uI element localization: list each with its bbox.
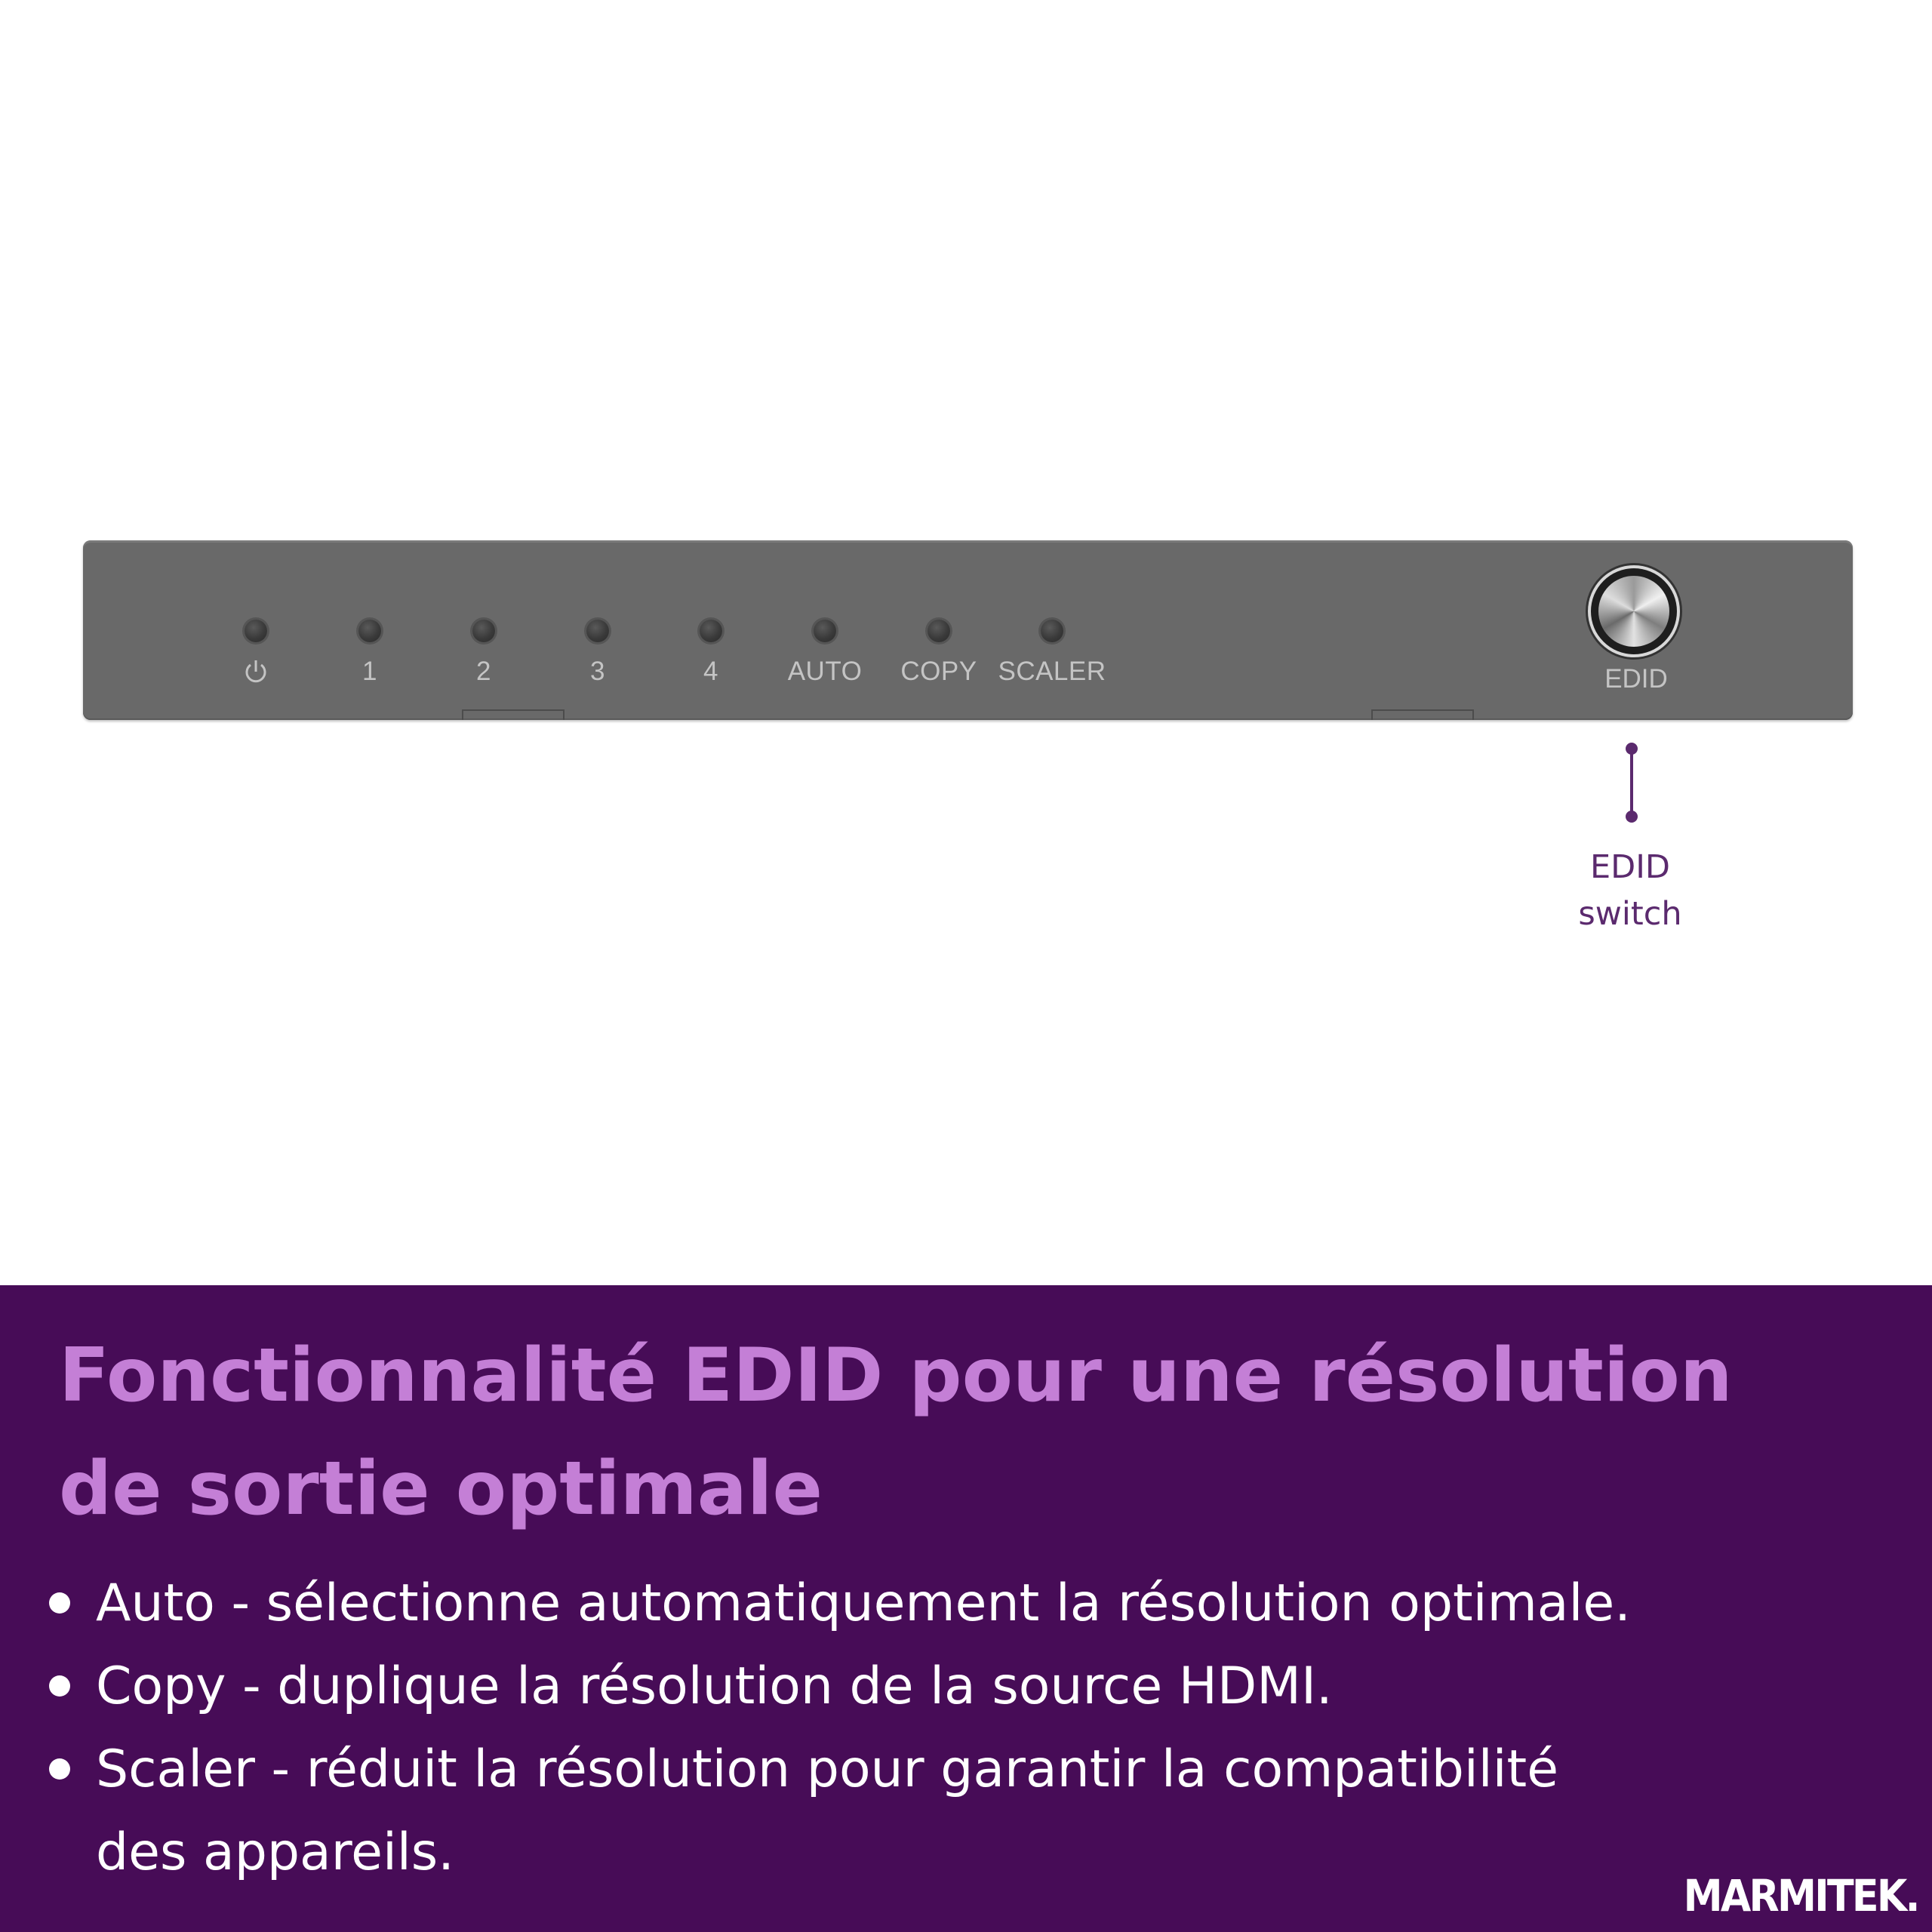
power-led [245,620,267,642]
list-item [47,1562,1918,1645]
auto-label: AUTO [787,657,863,686]
input-3-led [586,620,609,642]
callout-line [1630,749,1633,817]
edid-switch-callout [1578,844,1681,937]
scaler-led [1041,620,1063,642]
input-3-label: 3 [590,657,605,686]
headline [59,1319,1885,1546]
headline-line1: Fonctionnalité EDID pour une résolution [59,1333,1733,1419]
auto-led [814,620,836,642]
input-4-led [700,620,722,642]
bullet-text: Auto - sélectionne automatiquement la résolution optimale. [96,1574,1631,1633]
bullet-text-line1: Scaler - réduit la résolution pour garantir la compatibilité [96,1740,1559,1799]
panel-notch-left [462,709,565,720]
power-icon [243,658,269,685]
callout-dot-bottom [1626,811,1638,823]
input-1-label: 1 [362,657,377,686]
input-4-label: 4 [703,657,718,686]
panel-notch-right [1371,709,1474,720]
copy-label: COPY [900,657,977,686]
bullet-icon [49,1758,70,1780]
callout-line1: EDID [1589,848,1671,886]
input-1-led [358,620,381,642]
scaler-label: SCALER [998,657,1106,686]
edid-button[interactable] [1591,568,1677,654]
marmitek-logo: MARMITEK. [1683,1870,1918,1921]
feature-list [47,1562,1918,1894]
list-item [47,1645,1918,1728]
headline-line2: de sortie optimale [59,1446,823,1532]
bullet-icon [49,1675,70,1697]
callout-line2: switch [1578,895,1682,933]
bullet-text: Copy - duplique la résolution de la source HDMI. [96,1657,1333,1716]
input-2-led [472,620,495,642]
bullet-text-line2: des appareils. [96,1823,454,1882]
edid-button-label: EDID [1604,664,1668,694]
list-item [47,1728,1918,1894]
copy-led [928,620,950,642]
hdmi-switch-front-panel [83,540,1853,720]
bullet-icon [49,1592,70,1614]
input-2-label: 2 [476,657,491,686]
